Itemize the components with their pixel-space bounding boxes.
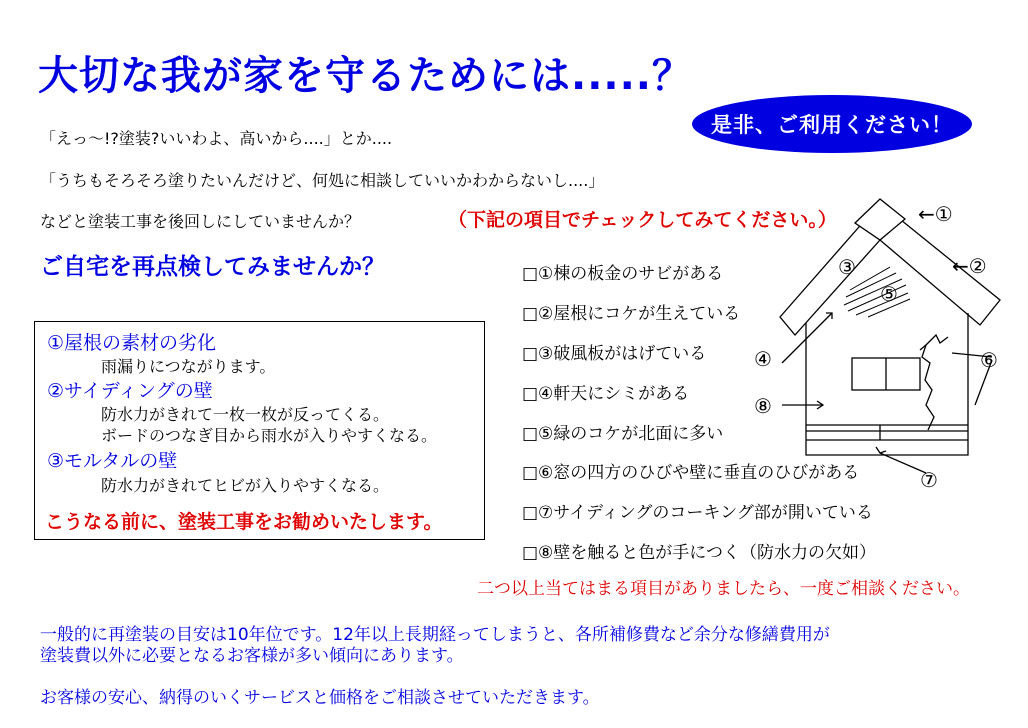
label-3: ③ [838, 255, 856, 279]
footer-line-1: 一般的に再塗装の目安は10年位です。12年以上長期経ってしまうと、各所補修費など余分な修繕費用が [40, 625, 830, 645]
label-6: ⑥ [980, 348, 998, 372]
check-instruction: （下記の項目でチェックしてみてください。） [448, 209, 837, 231]
wall-crack [920, 345, 934, 430]
box-heading-roof: ①屋根の素材の劣化 [47, 332, 217, 354]
box-detail-mortar: 防水力がきれてヒビが入りやすくなる。 [101, 476, 390, 495]
checklist-item-4: □④軒天にシミがある [522, 384, 690, 404]
checklist-item-1: □①棟の板金のサビがある [522, 264, 724, 284]
checklist-item-2: □②屋根にコケが生えている [522, 304, 741, 324]
box-detail-siding-2: ボードのつなぎ目から雨水が入りやすくなる。 [101, 426, 438, 445]
footer-line-2: 塗装費以外に必要となるお客様が多い傾向にあります。 [40, 646, 464, 666]
page-title: 大切な我が家を守るためには.....？ [38, 53, 693, 99]
please-use-badge [692, 95, 972, 153]
box-recommendation: こうなる前に、塗装工事をお勧めいたします。 [45, 511, 443, 533]
checklist-item-7: □⑦サイディングのコーキング部が開いている [522, 503, 873, 523]
box-detail-roof: 雨漏りにつながります。 [101, 357, 276, 376]
box-heading-mortar: ③モルタルの壁 [47, 450, 178, 472]
label-7: ⑦ [920, 468, 938, 492]
label-5: ⑤ [880, 282, 898, 306]
footer-line-3: お客様の安心、納得のいくサービスと価格をご相談させていただきます。 [40, 688, 600, 708]
checklist-item-8: □⑧壁を触ると色が手につく（防水力の欠如） [522, 543, 876, 563]
reinspect-heading: ご自宅を再点検してみませんか？ [40, 254, 385, 280]
intro-line-1: 「えっ〜!?塗装?いいわよ、高いから....」とか.... [40, 129, 393, 148]
badge-label: 是非、ご利用ください！ [711, 113, 953, 137]
house-walls [806, 313, 968, 455]
deterioration-box [34, 321, 485, 540]
label-1: ←① [918, 202, 953, 226]
label-4: ④ [754, 347, 772, 371]
label-2: ←② [952, 254, 987, 278]
box-heading-siding: ②サイディングの壁 [47, 380, 213, 402]
label-8: ⑧ [754, 394, 772, 418]
intro-line-2: 「うちもそろそろ塗りたいんだけど、何処に相談していいかわからないし....」 [40, 171, 605, 190]
checklist-item-3: □③破風板がはげている [522, 344, 707, 364]
box-detail-siding-1: 防水力がきれて一枚一枚が反ってくる。 [101, 405, 390, 424]
checklist-item-5: □⑤緑のコケが北面に多い [522, 424, 724, 444]
intro-line-3: などと塗装工事を後回しにしていませんか？ [40, 212, 361, 231]
consult-note: 二つ以上当てはまる項目がありましたら、一度ご相談ください。 [477, 579, 970, 599]
checklist-item-6: □⑥窓の四方のひびや壁に垂直のひびがある [522, 463, 860, 483]
house-diagram [740, 195, 1020, 495]
